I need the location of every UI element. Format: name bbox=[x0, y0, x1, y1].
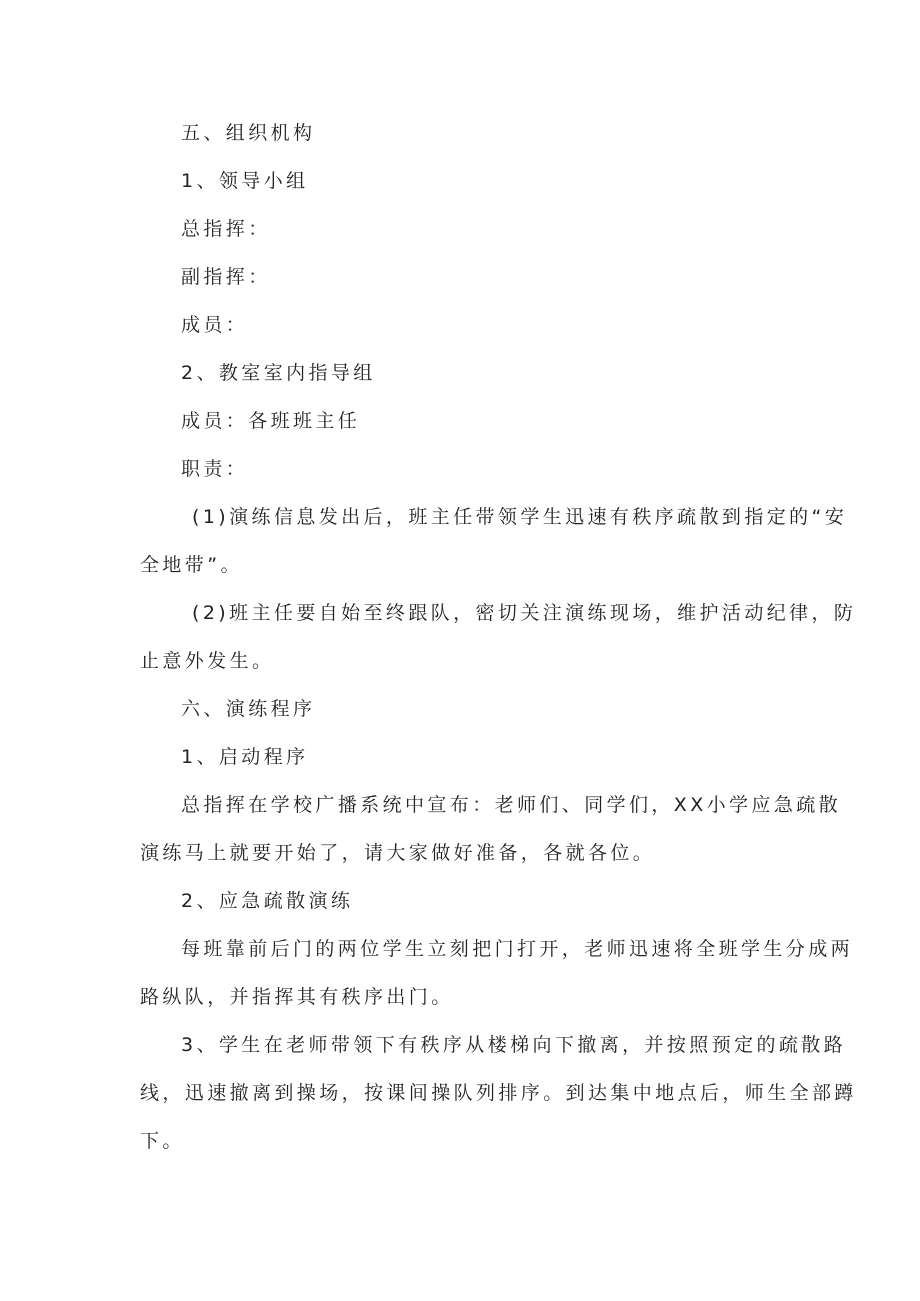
paragraph-line: 止意外发生。 bbox=[140, 650, 275, 672]
section-heading-organization: 五、组织机构 bbox=[181, 122, 316, 144]
paragraph-line: 下。 bbox=[140, 1130, 185, 1152]
section-heading-drill-procedure: 六、演练程序 bbox=[181, 698, 316, 720]
paragraph-line: 每班靠前后门的两位学生立刻把门打开，老师迅速将全班学生分成两 bbox=[181, 938, 854, 960]
paragraph-line: 3、学生在老师带领下有秩序从楼梯向下撤离，并按照预定的疏散路 bbox=[181, 1034, 847, 1056]
text-line: 成员： bbox=[181, 314, 249, 336]
paragraph-line: (2)班主任要自始至终跟队，密切关注演练现场，维护活动纪律，防 bbox=[192, 602, 857, 624]
text-line: 职责： bbox=[181, 458, 249, 480]
text-line: 总指挥： bbox=[181, 218, 271, 240]
text-line: 成员：各班班主任 bbox=[181, 410, 361, 432]
subheading-classroom-guidance-group: 2、教室室内指导组 bbox=[181, 362, 376, 384]
paragraph-line: 演练马上就要开始了，请大家做好准备，各就各位。 bbox=[140, 842, 656, 864]
paragraph-line: 全地带”。 bbox=[140, 554, 243, 576]
subheading-start-procedure: 1、启动程序 bbox=[181, 746, 309, 768]
paragraph-line: 路纵队，并指挥其有秩序出门。 bbox=[140, 986, 454, 1008]
paragraph-line: 总指挥在学校广播系统中宣布：老师们、同学们，XX小学应急疏散 bbox=[181, 794, 842, 816]
paragraph-line: 线，迅速撤离到操场，按课间操队列排序。到达集中地点后，师生全部蹲 bbox=[140, 1082, 857, 1104]
text-line: 副指挥： bbox=[181, 266, 271, 288]
paragraph-line: (1)演练信息发出后，班主任带领学生迅速有秩序疏散到指定的“安 bbox=[192, 506, 848, 528]
subheading-leadership-group: 1、领导小组 bbox=[181, 170, 309, 192]
subheading-emergency-evacuation: 2、应急疏散演练 bbox=[181, 890, 354, 912]
